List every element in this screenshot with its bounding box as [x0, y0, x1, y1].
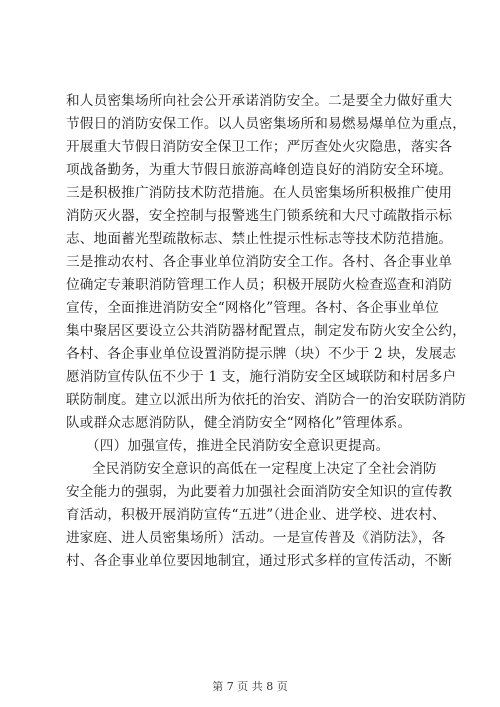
text-line: 志、地面蓄光型疏散标志、禁止性提示性标志等技术防范措施。 — [66, 231, 453, 247]
text-line: 联防制度。建立以派出所为依托的治安、消防合一的治安联防消防 — [66, 392, 467, 408]
text-line: 各村、各企事业单位设置消防提示牌（块）不少于 2 块，发展志 — [66, 346, 457, 362]
text-line: 村、各企事业单位要因地制宜，通过形式多样的宣传活动，不断 — [66, 553, 453, 569]
text-line: 三是推动农村、各企事业单位消防安全工作。各村、各企事业单 — [66, 254, 453, 270]
text-line: 位确定专兼职消防管理工作人员；积极开展防火检查巡查和消防 — [66, 277, 453, 293]
text-line: 进家庭、进人员密集场所）活动。一是宣传普及《消防法》，各 — [66, 530, 446, 546]
text-line: 队或群众志愿消防队，健全消防安全“网格化”管理体系。 — [66, 415, 412, 431]
text-line: 和人员密集场所向社会公开承诺消防安全。二是要全力做好重大 — [66, 93, 453, 109]
page-number: 第 7 页 共 8 页 — [212, 680, 288, 693]
text-line: 消防灭火器，安全控制与报警逃生门锁系统和大尺寸疏散指示标 — [66, 208, 453, 224]
text-line: 育活动，积极开展消防宣传“五进”（进企业、进学校、进农村、 — [66, 507, 446, 523]
text-line: 愿消防宣传队伍不少于 1 支，施行消防安全区域联防和村居多户 — [66, 369, 457, 385]
text-line: 全民消防安全意识的高低在一定程度上决定了全社会消防 — [92, 461, 437, 477]
section-heading: （四）加强宣传，推进全民消防安全意识更提高。 — [86, 438, 390, 454]
text-line: 安全能力的强弱，为此要着力加强社会面消防安全知识的宣传教 — [66, 484, 453, 500]
text-line: 开展重大节假日消防安全保卫工作；严厉查处火灾隐患，落实各 — [66, 139, 453, 155]
text-line: 集中聚居区要设立公共消防器材配置点，制定发布防火安全公约， — [66, 323, 467, 339]
text-line: 三是积极推广消防技术防范措施。在人员密集场所积极推广使用 — [66, 185, 453, 201]
text-line: 宣传，全面推进消防安全“网格化”管理。各村、各企事业单位 — [66, 300, 439, 316]
document-body — [66, 90, 467, 573]
text-line: 项战备勤务，为重大节假日旅游高峰创造良好的消防安全环境。 — [66, 162, 453, 178]
text-line: 节假日的消防安保工作。以人员密集场所和易燃易爆单位为重点， — [66, 116, 467, 132]
